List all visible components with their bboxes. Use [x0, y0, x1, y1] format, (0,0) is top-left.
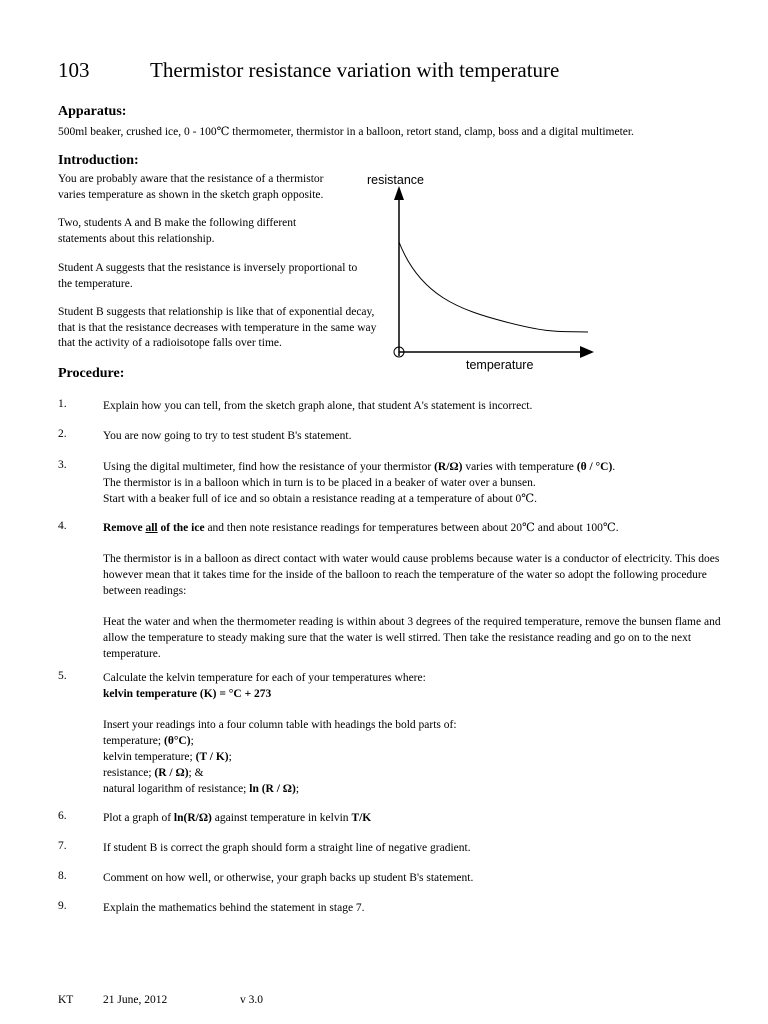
footer-version: v 3.0 [240, 994, 263, 1006]
intro-paragraph-1: You are probably aware that the resistance of a thermistor varies temperature as shown in the sketch graph opposite. [58, 173, 324, 201]
footer-date: 21 June, 2012 [103, 994, 168, 1006]
graph-y-label: resistance [367, 173, 424, 187]
graph-x-label: temperature [466, 358, 534, 372]
apparatus-text: 500ml beaker, crushed ice, 0 - 100℃ thermometer, thermistor in a balloon, retort stand, clamp, boss and a digital multimeter. [58, 126, 634, 138]
introduction-heading: Introduction: [58, 153, 139, 168]
decay-curve [399, 242, 588, 332]
experiment-title: Thermistor resistance variation with temperature [150, 58, 560, 82]
apparatus-heading: Apparatus: [58, 104, 127, 119]
experiment-number: 103 [58, 58, 90, 82]
footer-author: KT [58, 994, 74, 1006]
procedure-heading: Procedure: [58, 366, 125, 381]
y-axis-arrow-icon [394, 186, 404, 200]
intro-paragraph-4: Student B suggests that relationship is like that of exponential decay, that is that the resistance decreases with temperature in the same way that the activity of a radioisotope falls over time. [58, 306, 377, 349]
sketch-graph [360, 168, 610, 378]
intro-paragraph-2: Two, students A and B make the following different statements about this relationship. [58, 217, 297, 245]
x-axis-arrow-icon [580, 346, 594, 358]
intro-paragraph-3: Student A suggests that the resistance is inversely proportional to the temperature. [58, 262, 358, 290]
